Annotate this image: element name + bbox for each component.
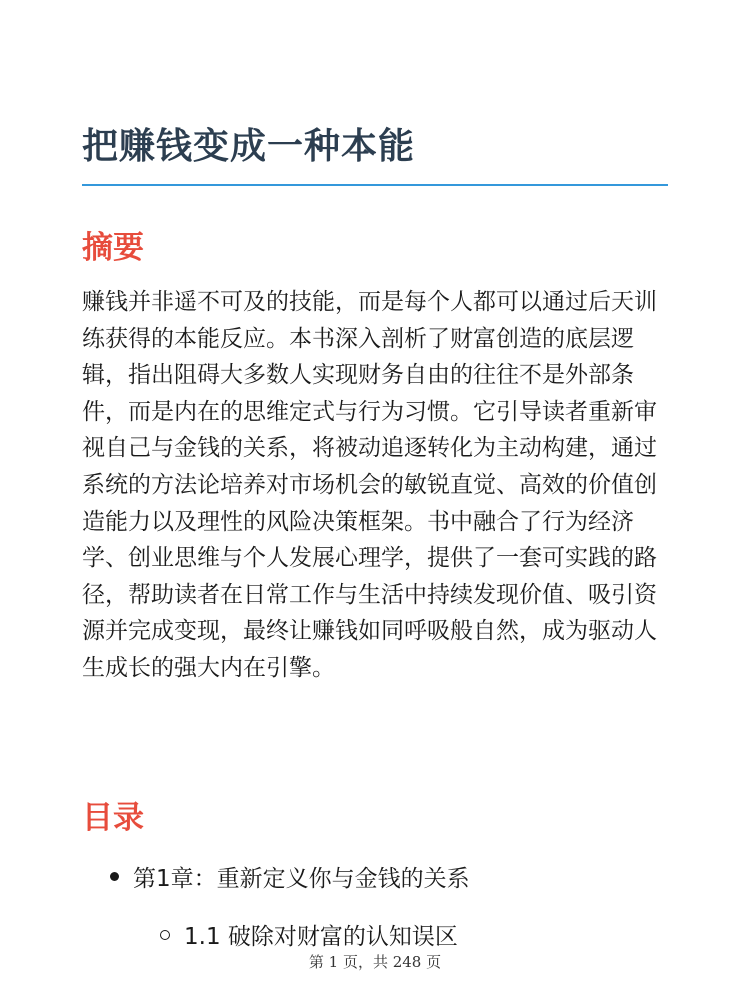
- toc-item-chapter-1[interactable]: [110, 860, 470, 893]
- document-title: 把赚钱变成一种本能: [82, 126, 416, 167]
- toc-item-section-1-1[interactable]: [160, 918, 458, 951]
- bullet-circle-icon: [160, 930, 170, 940]
- title-divider: [82, 184, 668, 186]
- toc-item-label: 1.1 破除对财富的认知误区: [184, 924, 458, 950]
- page-number-footer: 第 1 页，共 248 页: [308, 953, 442, 971]
- bullet-disc-icon: [110, 872, 119, 881]
- abstract-text: 赚钱并非遥不可及的技能，而是每个人都可以通过后天训练获得的本能反应。本书深入剖析了财富创造的底层逻辑，指出阻碍大多数人实现财务自由的往往不是外部条件，而是内在的思维定式与行为习惯。它引导读者重新审视自己与金钱的关系，将被动追逐转化为主动构建，通过系统的方法论培养对市场机会的敏锐直觉、高效的价值创造能力以及理性的风险决策框架。书中融合了行为经济学、创业思维与个人发展心理学，提供了一套可实践的路径，帮助读者在日常工作与生活中持续发现价值、吸引资源并完成变现，最终让赚钱如同呼吸般自然，成为驱动人生成长的强大内在引擎。: [82, 289, 657, 681]
- toc-item-label: 第1章：重新定义你与金钱的关系: [133, 866, 470, 892]
- toc-heading: 目录: [82, 800, 144, 836]
- abstract-heading: 摘要: [82, 230, 144, 266]
